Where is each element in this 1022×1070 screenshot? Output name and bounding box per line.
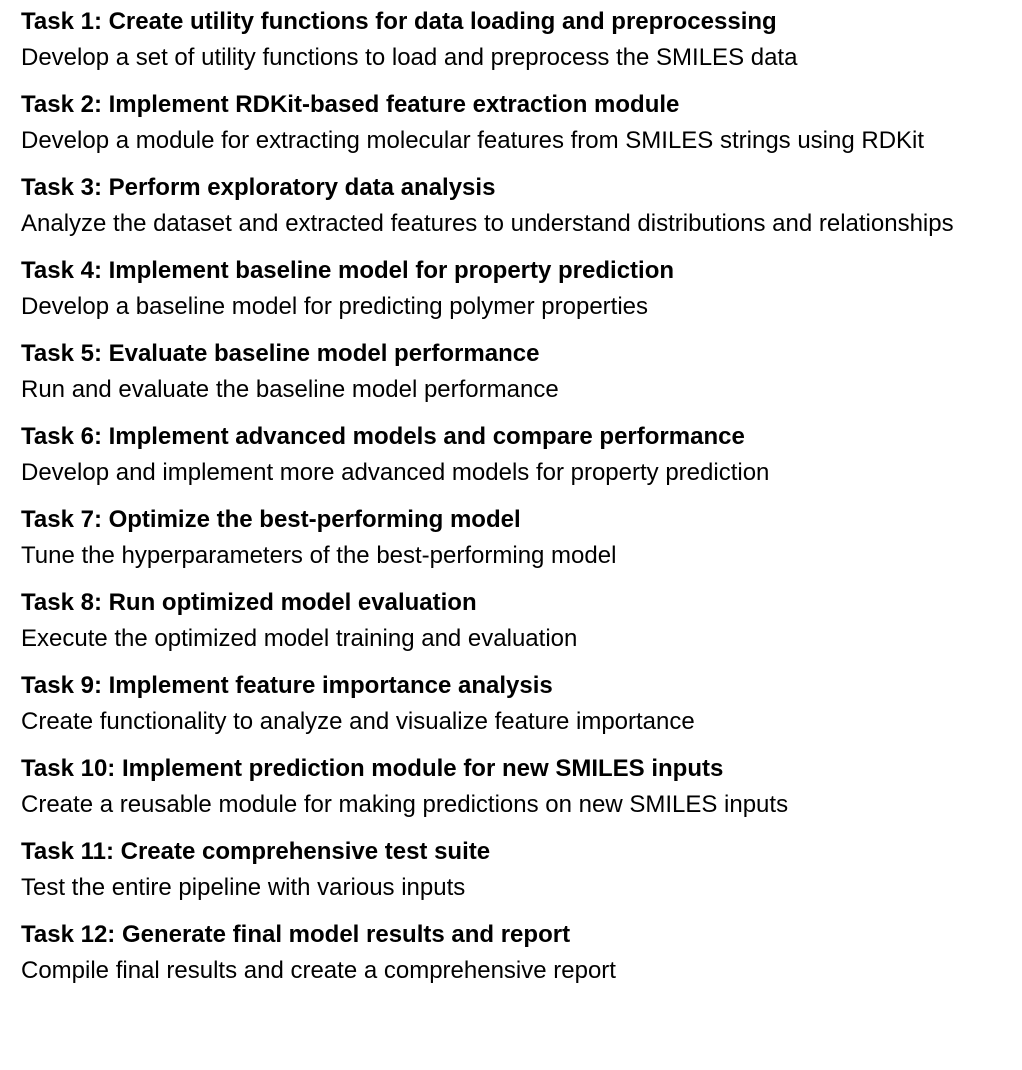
task-item (21, 87, 986, 159)
task-item (21, 4, 986, 76)
task-description: Compile final results and create a comprehensive report (21, 957, 616, 984)
task-title: Task 6: Implement advanced models and compare performance (21, 423, 745, 450)
task-title: Task 1: Create utility functions for data loading and preprocessing (21, 8, 777, 35)
task-item (21, 668, 986, 740)
task-item (21, 502, 986, 574)
task-title: Task 11: Create comprehensive test suite (21, 838, 491, 865)
task-list (21, 4, 986, 1000)
task-title: Task 10: Implement prediction module for new SMILES inputs (21, 755, 724, 782)
task-description: Run and evaluate the baseline model performance (21, 376, 559, 403)
task-title: Task 5: Evaluate baseline model performance (21, 340, 540, 367)
task-item (21, 336, 986, 408)
task-description: Develop a set of utility functions to load and preprocess the SMILES data (21, 44, 798, 71)
task-description: Test the entire pipeline with various inputs (21, 874, 466, 901)
task-description: Execute the optimized model training and evaluation (21, 625, 578, 652)
task-title: Task 3: Perform exploratory data analysis (21, 174, 496, 201)
task-title: Task 2: Implement RDKit-based feature extraction module (21, 91, 680, 118)
task-item (21, 170, 986, 242)
task-description: Develop a module for extracting molecular features from SMILES strings using RDKit (21, 127, 925, 154)
task-title: Task 7: Optimize the best-performing model (21, 506, 521, 533)
task-item (21, 585, 986, 657)
task-item (21, 917, 986, 989)
task-item (21, 834, 986, 906)
task-description: Analyze the dataset and extracted features to understand distributions and relationships (21, 210, 954, 237)
task-title: Task 9: Implement feature importance analysis (21, 672, 553, 699)
task-item (21, 419, 986, 491)
task-description: Tune the hyperparameters of the best-performing model (21, 542, 617, 569)
task-description: Create a reusable module for making predictions on new SMILES inputs (21, 791, 789, 818)
task-item (21, 751, 986, 823)
task-title: Task 4: Implement baseline model for property prediction (21, 257, 675, 284)
task-item (21, 253, 986, 325)
task-title: Task 8: Run optimized model evaluation (21, 589, 477, 616)
task-description: Develop and implement more advanced models for property prediction (21, 459, 770, 486)
task-title: Task 12: Generate final model results and report (21, 921, 571, 948)
task-description: Develop a baseline model for predicting polymer properties (21, 293, 648, 320)
task-description: Create functionality to analyze and visualize feature importance (21, 708, 695, 735)
